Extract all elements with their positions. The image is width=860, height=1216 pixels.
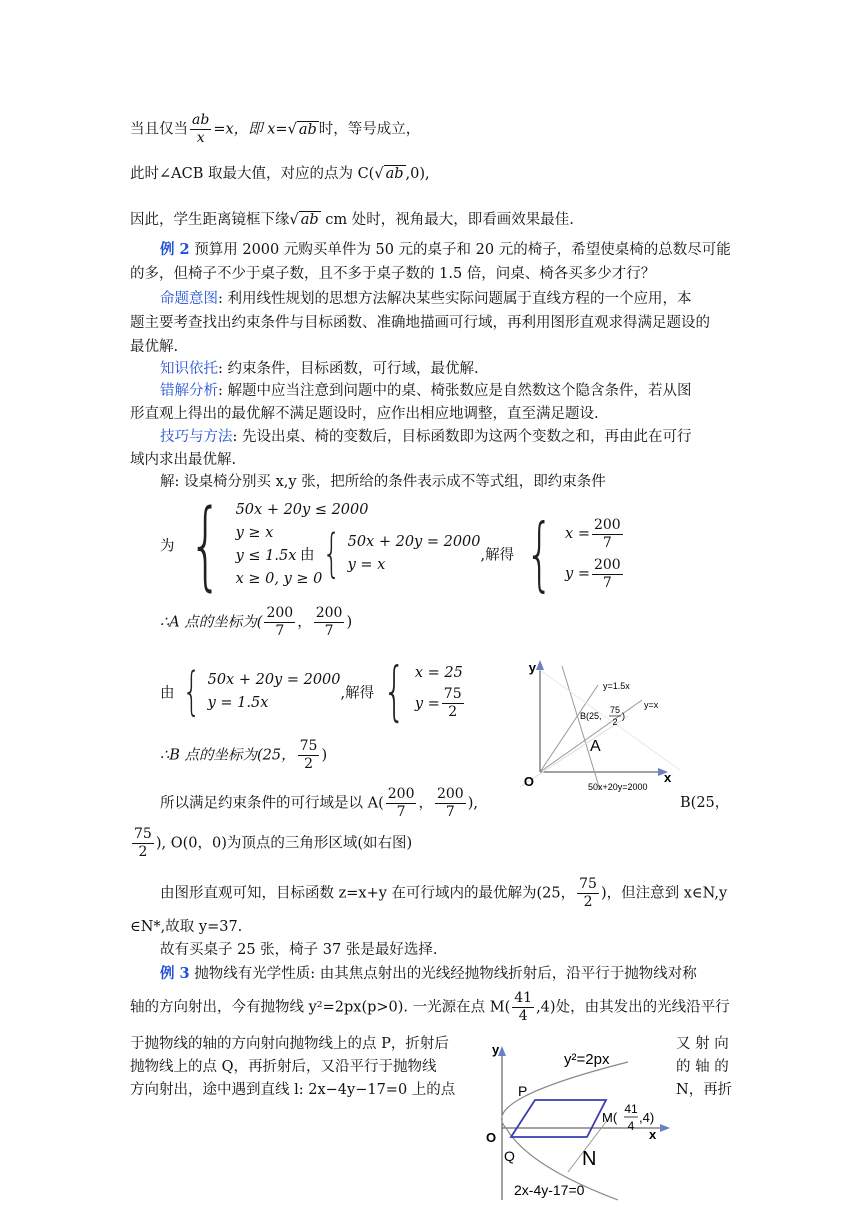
intent-line2: 题主要考查找出约束条件与目标函数、准确地描画可行域，再利用图形直观求得满足题设的	[130, 315, 710, 331]
point-P-label: P	[518, 1083, 528, 1099]
sqrt-radicand: ab	[298, 121, 317, 138]
text: =x，即 x=	[213, 121, 288, 138]
text: ,4)处，由其发出的光线沿平行	[536, 999, 730, 1016]
light-path	[511, 1100, 606, 1137]
point-M-label: M(	[602, 1110, 618, 1125]
section-label: 命题意图	[160, 291, 218, 307]
fraction	[132, 826, 154, 861]
feasible-region-figure	[490, 650, 690, 800]
text: ，	[418, 795, 433, 812]
system-A	[300, 507, 625, 600]
denominator: 2	[304, 756, 313, 772]
denominator: 2	[138, 844, 148, 860]
numerator: 75	[134, 826, 152, 842]
solution-intro: 解: 设桌椅分别买 x,y 张，把所给的条件表示成不等式组，即约束条件	[160, 474, 606, 490]
intent-line3: 最优解.	[130, 339, 179, 355]
numerator: 75	[299, 738, 318, 754]
fraction	[314, 605, 345, 640]
text: ,解得	[480, 547, 515, 564]
region-line1-right: B(25，	[680, 795, 730, 811]
x-axis-label: x	[664, 770, 672, 785]
denominator: 7	[602, 574, 612, 591]
numerator: ab	[192, 112, 210, 128]
example3-line4-right: 的 轴 的	[676, 1059, 729, 1075]
inequality: y ≥ x	[235, 525, 274, 541]
line-conclusion: 因此，学生距离镜框下缘√ ab cm 处时，视角最大，即看画效果最佳.	[130, 212, 574, 228]
inequality: y ≤ 1.5x	[235, 548, 297, 564]
text: 抛物线有光学性质: 由其焦点射出的光线经抛物线折射后，沿平行于抛物线对称	[189, 966, 697, 982]
numerator: 75	[579, 876, 597, 892]
brace-icon: {	[188, 489, 222, 601]
point-B-denominator: 2	[612, 717, 618, 727]
region-line1	[160, 786, 478, 821]
text: 因此，学生距离镜框下缘	[130, 212, 290, 228]
line-label: y=1.5x	[603, 681, 630, 691]
point-N-label: N	[582, 1148, 597, 1170]
example3-line3-left: 于抛物线的轴的方向射向抛物线上的点 P，折射后	[130, 1036, 449, 1052]
text: ∴B 点的坐标为(25，	[160, 747, 296, 764]
text: : 先设出桌、椅的变数后，目标函数即为这两个变数之和，再由此在可行	[232, 429, 692, 445]
denominator: 4	[518, 1008, 528, 1024]
point-M-numerator: 41	[624, 1102, 638, 1116]
var: x =	[565, 526, 590, 542]
fraction	[442, 686, 464, 721]
section-label: 错解分析	[160, 383, 218, 399]
fraction	[264, 605, 295, 640]
text: 为	[160, 538, 175, 555]
text: 预算用 2000 元购买单件为 50 元的桌子和 20 元的椅子，希望使桌椅的总数尽可能	[189, 242, 731, 258]
numerator: 200	[436, 786, 464, 802]
denominator: 2	[448, 704, 458, 720]
denominator: 7	[324, 623, 334, 639]
parabola-figure	[478, 1040, 698, 1214]
error-line1	[160, 381, 692, 401]
text: 轴的方向射出，今有抛物线 y²=2px(p>0). 一光源在点 M(	[130, 999, 511, 1016]
y-axis-label: y	[528, 660, 536, 675]
numerator: 75	[443, 686, 462, 702]
text: 所以满足约束条件的可行域是以 A(	[160, 795, 384, 812]
text: 由	[160, 685, 175, 702]
text: 此时∠ACB 取最大值，对应的点为 C(	[130, 166, 375, 182]
example-label: 例 2	[160, 241, 190, 258]
text: ), O(0，0)为顶点的三角形区域(如右图)	[155, 835, 413, 852]
brace-icon: {	[383, 655, 406, 729]
point-M-close: ,4)	[639, 1110, 655, 1125]
origin-label: O	[523, 774, 534, 789]
point-B-close: )	[622, 711, 625, 721]
point-A-label: A	[590, 738, 601, 755]
numerator: 200	[315, 605, 343, 621]
fraction	[592, 517, 623, 552]
text: ，	[297, 614, 312, 631]
point-B-numerator: 75	[609, 705, 621, 715]
equation-list	[348, 531, 481, 577]
fraction	[190, 112, 211, 147]
fraction	[577, 876, 599, 911]
line-max-angle: 此时∠ACB 取最大值，对应的点为 C(√ ab ,0),	[130, 166, 430, 182]
example2-problem-line2: 的多，但椅子不少于桌子数，且不多于桌子数的 1.5 倍，问桌、椅各买多少才行？	[130, 266, 656, 282]
section-label: 技巧与方法	[160, 429, 233, 445]
text: : 解题中应当注意到问题中的桌、椅张数应是自然数这个隐含条件，若从图	[218, 383, 692, 399]
example-label: 例 3	[160, 965, 190, 982]
point-M-denominator: 4	[627, 1119, 635, 1133]
equation: 50x + 20y = 2000	[207, 672, 341, 688]
point-B-label: B(25,	[580, 711, 602, 721]
text: : 利用线性规划的思想方法解决某些实际问题属于直线方程的一个应用，本	[218, 291, 692, 307]
example3-line2	[130, 990, 730, 1025]
numerator: 200	[593, 556, 621, 573]
line-label: y=x	[644, 700, 659, 710]
inequality: x ≥ 0, y ≥ 0	[235, 571, 323, 587]
optimal-line2: ∈N*,故取 y=37.	[130, 919, 243, 935]
solution-row	[565, 514, 625, 554]
section-label: 知识依托	[160, 361, 218, 377]
text: 由	[300, 547, 315, 564]
curve-label: y²=2px	[564, 1051, 610, 1068]
intent-line1	[160, 289, 692, 309]
text: ),	[467, 795, 478, 812]
text: )，但注意到 x∈N,y	[600, 885, 728, 902]
fraction	[592, 557, 623, 592]
solution-A	[565, 514, 625, 594]
solution-B	[415, 662, 466, 723]
fraction	[435, 786, 466, 821]
text: 由图形直观可知，目标函数 z=x+y 在可行域内的最优解为(25，	[160, 885, 576, 902]
error-line2: 形直观上得出的最优解不满足题设时，应作出相应地调整，直至满足题设.	[130, 406, 599, 422]
text: cm 处时，视角最大，即看画效果最佳.	[320, 212, 574, 228]
solution-row: x = 25	[414, 664, 463, 681]
equation: 50x + 20y = 2000	[347, 534, 481, 550]
fraction	[386, 786, 417, 821]
y-arrow-icon	[536, 660, 544, 670]
example3-line5-left: 方向射出，途中遇到直线 l: 2x−4y−17=0 上的点	[130, 1082, 456, 1098]
denominator: 7	[445, 804, 455, 820]
denominator: 7	[396, 804, 406, 820]
numerator: 200	[593, 516, 621, 533]
example2-problem-line1	[160, 240, 731, 260]
brace-icon: {	[525, 507, 554, 600]
solution-row	[415, 685, 466, 723]
numerator: 41	[514, 990, 533, 1006]
text: ,0),	[405, 166, 430, 182]
text: )	[321, 747, 328, 764]
text: 时，等号成立，	[318, 121, 421, 138]
origin-label: O	[486, 1130, 497, 1145]
point-B-coordinates	[160, 738, 327, 773]
sqrt-radicand: ab	[300, 212, 319, 228]
equation-list	[208, 669, 341, 715]
method-line2: 域内求出最优解.	[130, 452, 237, 468]
line-budget	[562, 666, 600, 790]
var: y =	[414, 695, 440, 712]
fraction	[512, 990, 534, 1025]
text: )	[346, 614, 353, 631]
numerator: 200	[387, 786, 415, 802]
inequality: 50x + 20y ≤ 2000	[235, 502, 369, 518]
numerator: 200	[266, 605, 294, 621]
x-arrow-icon	[660, 1124, 670, 1132]
example3-line3-right: 又 射 向	[676, 1036, 729, 1052]
basis-line	[160, 359, 479, 379]
method-line1	[160, 427, 692, 447]
region-line2	[130, 826, 412, 861]
equation: y = 1.5x	[207, 695, 269, 711]
equation: y = x	[347, 557, 386, 573]
answer-line: 故有买桌子 25 张，椅子 37 张是最好选择.	[160, 942, 438, 958]
brace-icon: {	[321, 524, 341, 584]
x-axis-label: x	[649, 1127, 657, 1142]
point-A-coordinates	[160, 605, 352, 640]
denominator: 7	[602, 534, 612, 551]
line-l-label: 2x-4y-17=0	[514, 1182, 585, 1198]
var: y =	[565, 566, 590, 582]
y-axis-label: y	[492, 1042, 500, 1057]
example3-line1	[160, 964, 697, 984]
optimal-line1	[160, 876, 727, 911]
text: ,解得	[340, 685, 375, 702]
system-B	[160, 655, 466, 729]
fraction	[298, 738, 320, 773]
sqrt-radicand: ab	[385, 166, 404, 182]
solution-row	[565, 554, 625, 594]
line-label: 50x+20y=2000	[588, 782, 648, 792]
line-equality: 当且仅当 $\frac{ab}{x}$ =x，即 x=√ ab 时，等号成立，	[130, 112, 421, 146]
text: ∴A 点的坐标为(	[160, 614, 263, 631]
example3-line5-right: N，再折	[676, 1082, 733, 1098]
denominator: 7	[275, 623, 285, 639]
brace-icon: {	[181, 662, 201, 722]
text: 当且仅当	[130, 121, 188, 138]
text: : 约束条件，目标函数，可行域，最优解.	[218, 361, 479, 377]
point-Q-label: Q	[504, 1148, 515, 1164]
denominator: x	[196, 130, 205, 146]
denominator: 2	[583, 894, 593, 910]
line-y-1.5x	[540, 685, 598, 772]
example3-line4-left: 抛物线上的点 Q，再折射后，又沿平行于抛物线	[130, 1059, 437, 1075]
